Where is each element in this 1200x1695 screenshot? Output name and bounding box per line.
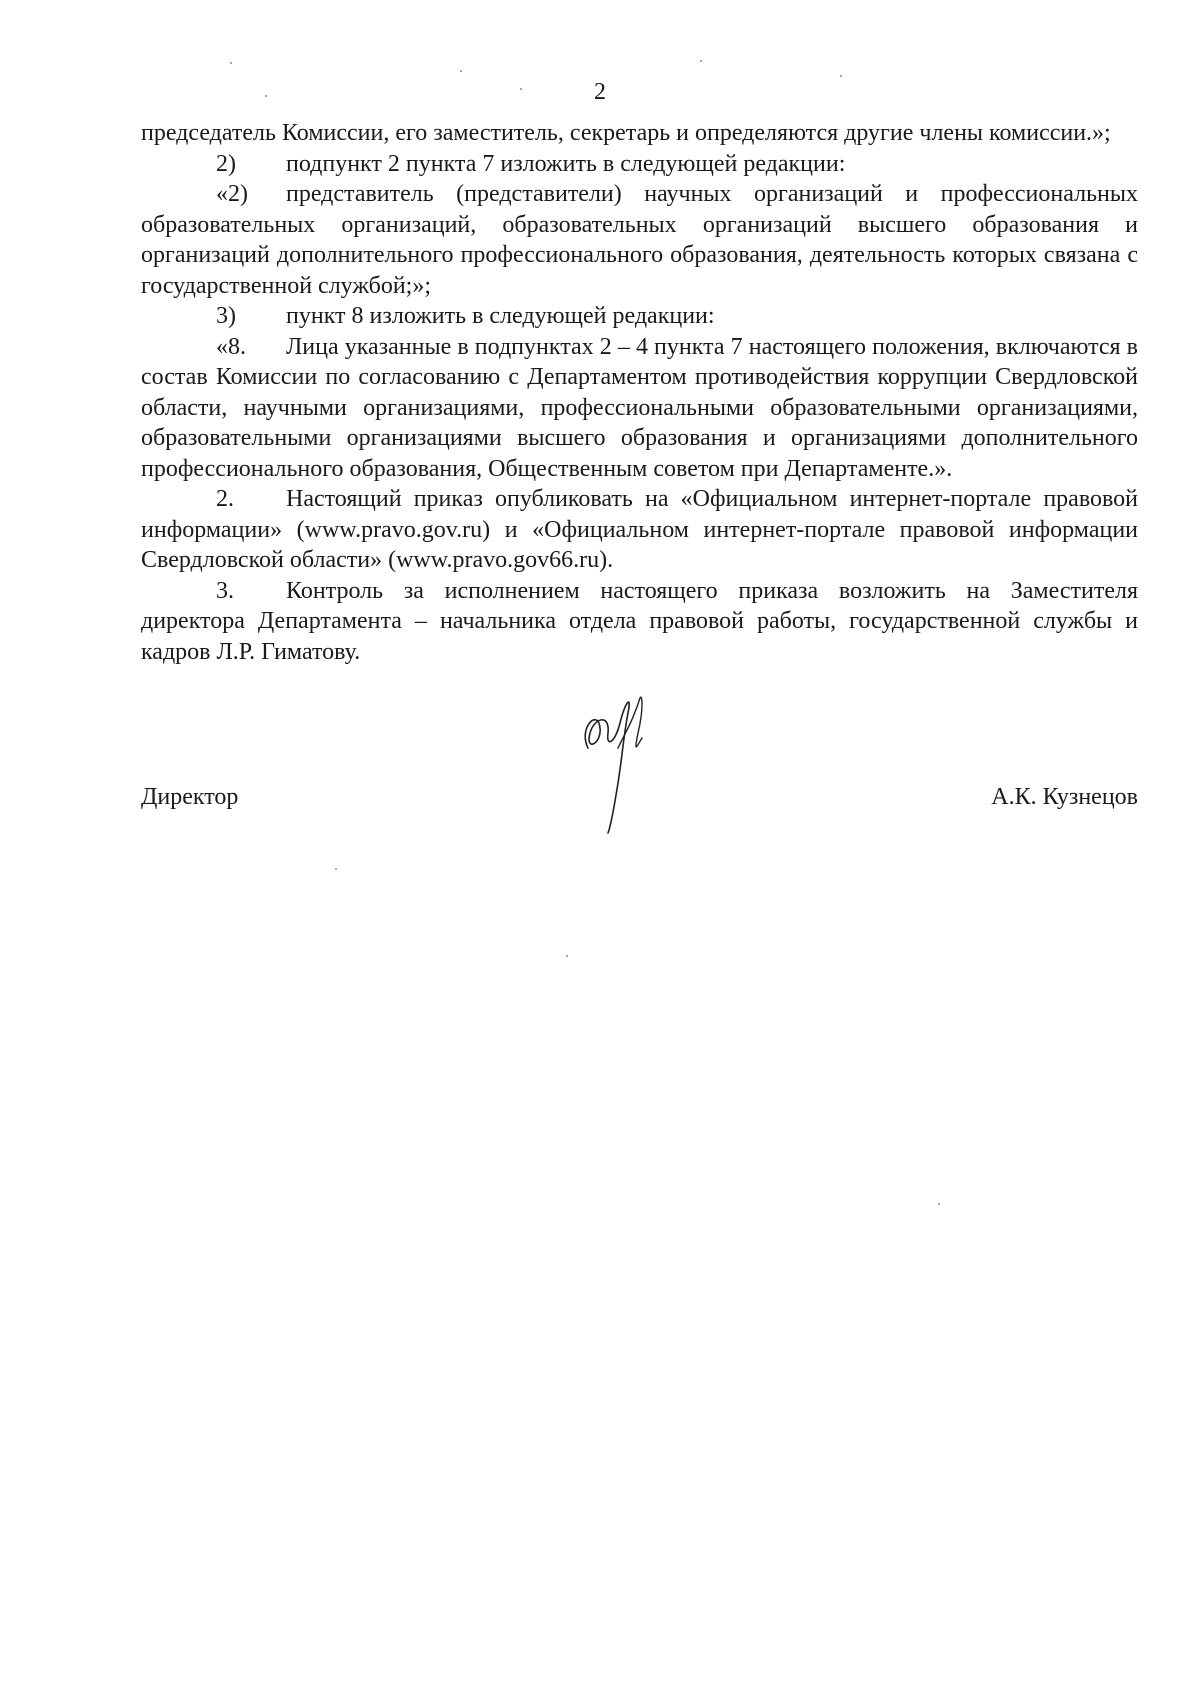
item-number: 3) [216, 303, 236, 329]
paragraph-clause-3 [141, 576, 1138, 668]
scan-speck [840, 75, 842, 77]
page-number: 2 [594, 79, 606, 105]
paragraph-text: Настоящий приказ опубликовать на «Официальном интернет-портале правовой информации» (www.pravo.gov.ru) и «Официальном интернет-портале правовой информации Свердловской области» (www.pravo.gov66.ru). [141, 486, 1138, 573]
paragraph-text: Лица указанные в подпунктах 2 – 4 пункта 7 настоящего положения, включаются в состав Комиссии по согласованию с Департаментом противодействия коррупции Свердловской области, научными организациями, профессиональными образовательными организациями, образовательными организациями высшего образования и организациями дополнительного профессионального образования, Общественным советом при Департаменте.». [141, 333, 1138, 482]
paragraph-text: председатель Комиссии, его заместитель, секретарь и определяются другие члены комиссии.»; [141, 120, 1111, 146]
item-number: 3. [216, 577, 234, 604]
scan-speck [938, 1203, 940, 1205]
signatory-name: А.К. Кузнецов [991, 784, 1138, 810]
paragraph-continuation [141, 118, 1138, 149]
item-number: 2) [216, 150, 236, 177]
paragraph-text: Контроль за исполнением настоящего приказа возложить на Заместителя директора Департамента – начальника отдела правовой работы, государственной службы и кадров Л.Р. Гиматову. [141, 577, 1138, 665]
scan-speck [265, 95, 267, 97]
item-number: «2) [216, 181, 248, 207]
document-body [141, 118, 1138, 667]
signatory-title: Директор [141, 784, 239, 810]
item-number: 2. [216, 486, 234, 512]
paragraph-quoted-item-2 [141, 179, 1138, 301]
paragraph-clause-2 [141, 484, 1138, 576]
paragraph-item-3 [141, 301, 1138, 332]
paragraph-text: пункт 8 изложить в следующей редакции: [286, 303, 715, 329]
scan-speck [335, 868, 337, 870]
paragraph-item-2 [141, 149, 1138, 180]
scan-speck [520, 88, 522, 90]
paragraph-text: представитель (представители) научных организаций и профессиональных образовательных организаций, образовательных организаций высшего образования и организаций дополнительного профессионального образования, деятельность которых связана с государственной службой;»; [141, 181, 1138, 299]
scan-speck [566, 955, 568, 957]
item-number: «8. [216, 333, 246, 360]
paragraph-quoted-item-8 [141, 332, 1138, 485]
handwritten-signature [570, 688, 670, 838]
scan-speck [700, 60, 702, 62]
scan-speck [460, 70, 462, 72]
paragraph-text: подпункт 2 пункта 7 изложить в следующей редакции: [286, 150, 846, 177]
signature-block [141, 782, 1138, 812]
scan-speck [230, 62, 232, 64]
